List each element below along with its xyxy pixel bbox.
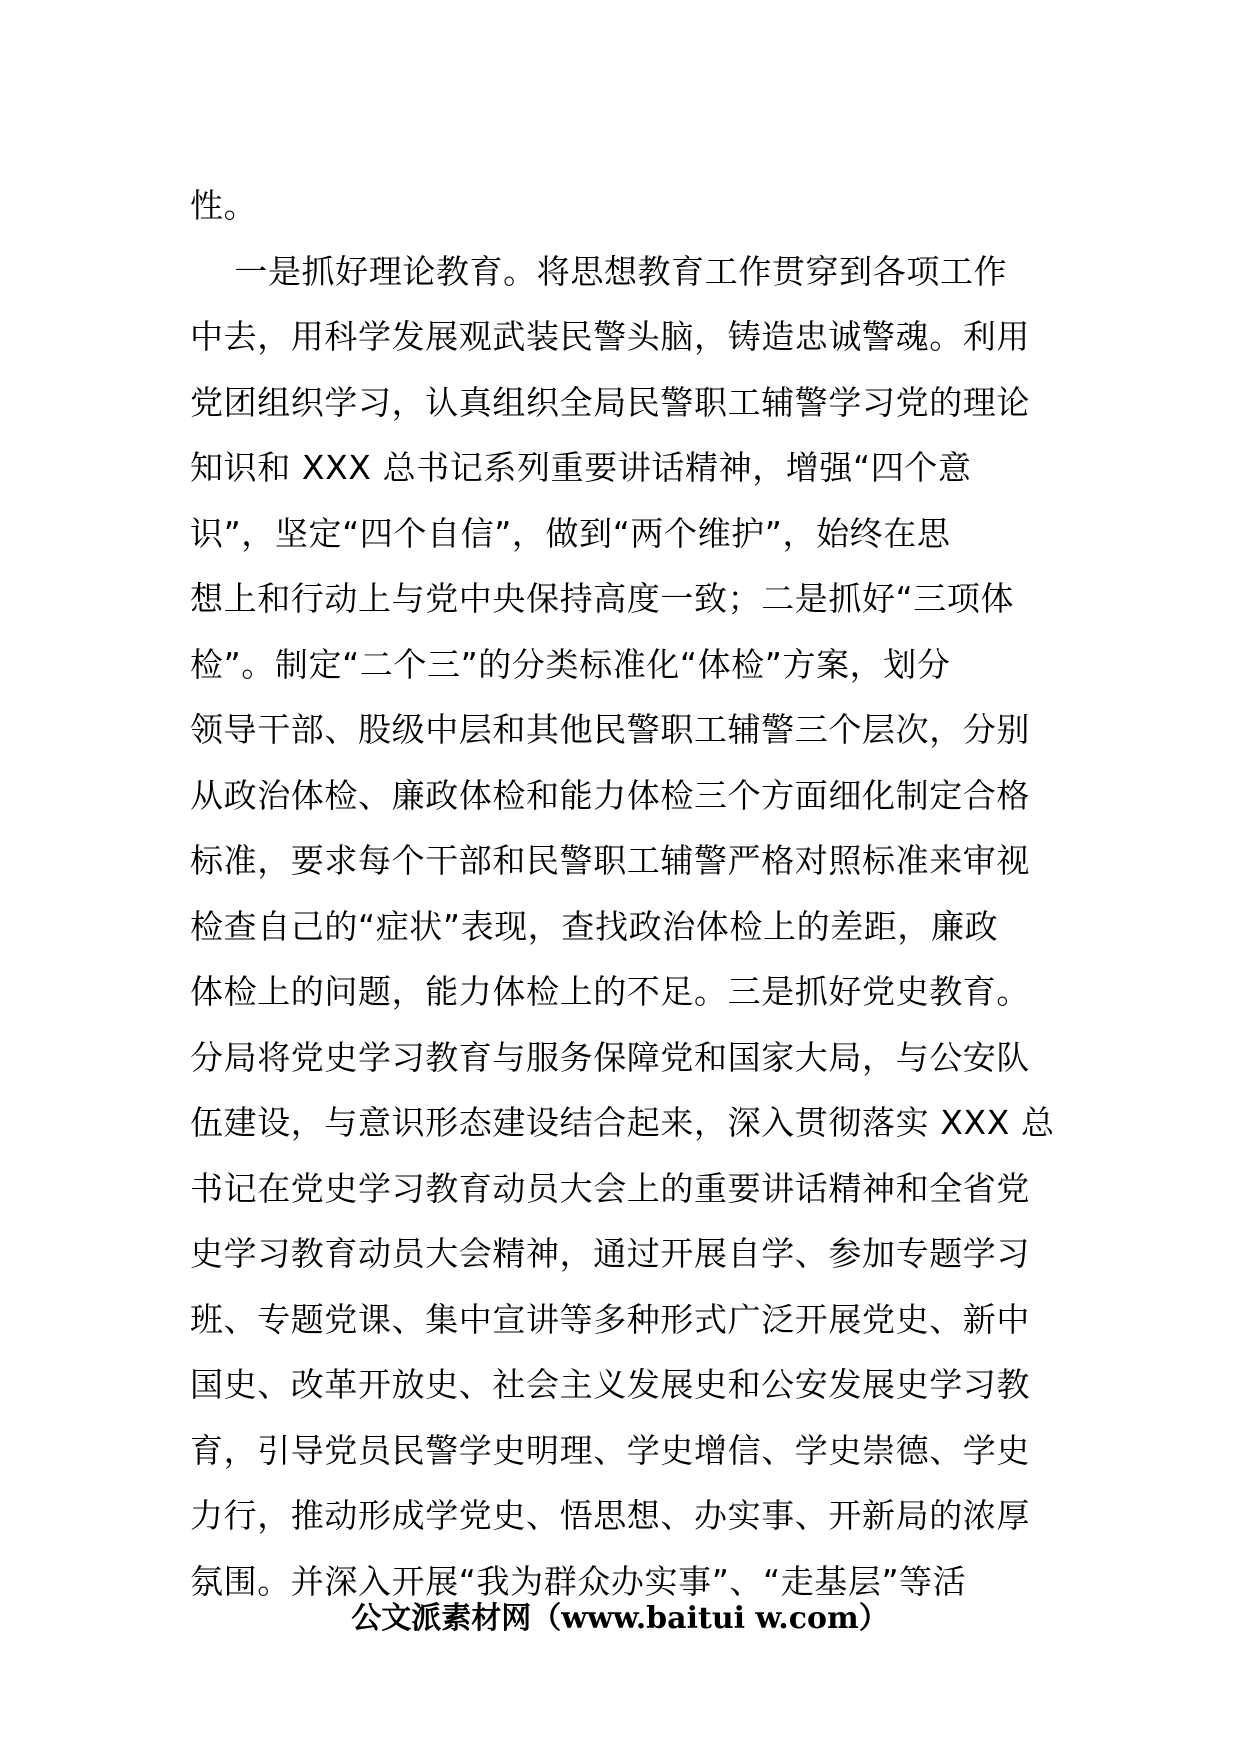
text-line: 性。 bbox=[190, 186, 258, 225]
text-line: 国史、改革开放史、社会主义发展史和公安发展史学习教 bbox=[190, 1365, 1030, 1404]
text-line: 从政治体检、廉政体检和能力体检三个方面细化制定合格 bbox=[190, 775, 1030, 815]
text-line: 史学习教育动员大会精神，通过开展自学、参加专题学习 bbox=[190, 1234, 1030, 1273]
text-line: 伍建设，与意识形态建设结合起来，深入贯彻落实 XXX 总 bbox=[190, 1103, 1055, 1142]
text-line: 检查自己的“症状”表现，查找政治体检上的差距，廉政 bbox=[190, 906, 999, 946]
text-line: 检”。制定“二个三”的分类标准化“体检”方案，划分 bbox=[190, 644, 951, 684]
text-line: 一是抓好理论教育。将思想教育工作贯穿到各项工作 bbox=[190, 251, 1008, 291]
text-line: 班、专题党课、集中宣讲等多种形式广泛开展党史、新中 bbox=[190, 1299, 1030, 1339]
text-line: 标准，要求每个干部和民警职工辅警严格对照标准来审视 bbox=[190, 841, 1030, 880]
text-line: 想上和行动上与党中央保持高度一致；二是抓好“三项体 bbox=[190, 579, 1015, 618]
text-line: 知识和 XXX 总书记系列重要讲话精神，增强“四个意 bbox=[190, 448, 972, 487]
text-line: 氛围。并深入开展“我为群众办实事”、“走基层”等活 bbox=[190, 1561, 967, 1601]
text-line: 党团组织学习，认真组织全局民警职工辅警学习党的理论 bbox=[190, 382, 1030, 422]
text-line: 力行，推动形成学党史、悟思想、办实事、开新局的浓厚 bbox=[190, 1496, 1030, 1535]
text-line: 体检上的问题，能力体检上的不足。三是抓好党史教育。 bbox=[190, 972, 1030, 1011]
text-line: 育，引导党员民警学史明理、学史增信、学史崇德、学史 bbox=[190, 1430, 1030, 1470]
text-line: 中去，用科学发展观武装民警头脑，铸造忠诚警魂。利用 bbox=[190, 317, 1030, 356]
text-line: 识”，坚定“四个自信”，做到“两个维护”，始终在思 bbox=[190, 513, 951, 553]
text-line: 领导干部、股级中层和其他民警职工辅警三个层次，分别 bbox=[190, 710, 1030, 749]
text-line: 书记在党史学习教育动员大会上的重要讲话精神和全省党 bbox=[190, 1168, 1030, 1208]
footer-watermark: 公文派素材网（www.baitui w.com） bbox=[351, 1601, 889, 1636]
body-text bbox=[190, 173, 1060, 1614]
text-line: 分局将党史学习教育与服务保障党和国家大局，与公安队 bbox=[190, 1037, 1030, 1077]
